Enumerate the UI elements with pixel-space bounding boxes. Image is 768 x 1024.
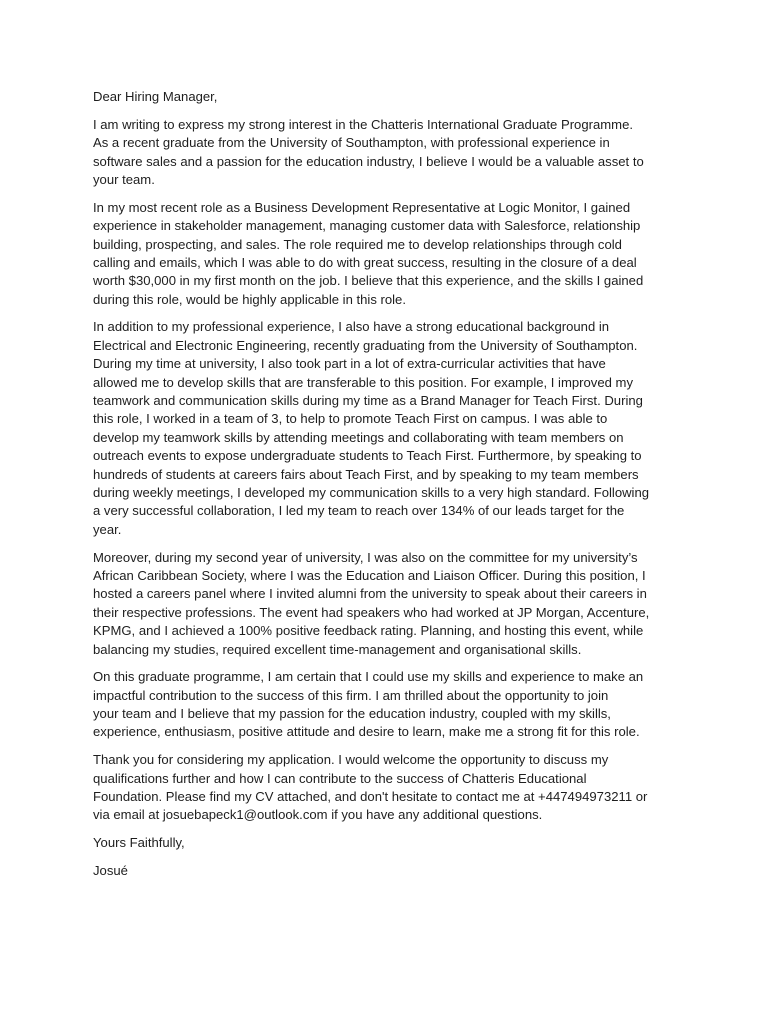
- paragraph-line: during weekly meetings, I developed my communication skills to a very high standard. Following: [93, 484, 650, 500]
- paragraph: [93, 549, 677, 659]
- paragraph-line: teamwork and communication skills during my time as a Brand Manager for Teach First. During: [93, 393, 643, 409]
- paragraph-line: Thank you for considering my application. I would welcome the opportunity to discuss my: [93, 752, 609, 768]
- paragraph-line: building, prospecting, and sales. The role required me to develop relationships through cold: [93, 236, 622, 252]
- paragraph-line: software sales and a passion for the education industry, I believe I would be a valuable asset to: [93, 153, 644, 169]
- paragraph-line: experience, enthusiasm, positive attitude and desire to learn, make me a strong fit for this role.: [93, 724, 640, 740]
- paragraph-line: In my most recent role as a Business Development Representative at Logic Monitor, I gained: [93, 199, 631, 215]
- paragraph-line: their respective professions. The event had speakers who had worked at JP Morgan, Accenture,: [93, 604, 650, 620]
- paragraph-line: calling and emails, which I was able to do with great success, resulting in the closure of a deal: [93, 254, 637, 270]
- closing: Yours Faithfully,: [93, 835, 185, 851]
- paragraph-line: during this role, would be highly applicable in this role.: [93, 291, 406, 307]
- paragraph-line: In addition to my professional experience, I also have a strong educational background in: [93, 319, 610, 335]
- paragraph-line: this role, I worked in a team of 3, to help to promote Teach First on campus. I was able to: [93, 411, 608, 427]
- paragraph-line: African Caribbean Society, where I was the Education and Liaison Officer. During this position, I: [93, 567, 646, 583]
- paragraph-line: year.: [93, 521, 122, 537]
- paragraph-line: During my time at university, I also took part in a lot of extra-curricular activities that have: [93, 356, 606, 372]
- paragraph-line: worth $30,000 in my first month on the job. I believe that this experience, and the skills I gained: [93, 273, 644, 289]
- paragraph-line: your team.: [93, 171, 155, 187]
- paragraph-line: a very successful collaboration, I led my team to reach over 134% of our leads target for the: [93, 503, 625, 519]
- paragraph-line: KPMG, and I achieved a 100% positive feedback rating. Planning, and hosting this event, while: [93, 623, 644, 639]
- paragraph-line: develop my teamwork skills by attending meetings and collaborating with team members on: [93, 429, 624, 445]
- paragraph: [93, 318, 677, 539]
- paragraph-line: hundreds of students at careers fairs about Teach First, and by speaking to my team members: [93, 466, 639, 482]
- paragraph-line: impactful contribution to the success of this firm. I am thrilled about the opportunity to join: [93, 687, 609, 703]
- paragraph-line: Moreover, during my second year of university, I was also on the committee for my university’s: [93, 549, 638, 565]
- paragraph: [93, 116, 677, 190]
- paragraph-line: Electrical and Electronic Engineering, recently graduating from the University of Southampton.: [93, 337, 638, 353]
- paragraph: [93, 668, 677, 742]
- paragraph-line: experience in stakeholder management, managing customer data with Salesforce, relationship: [93, 218, 641, 234]
- signature: Josué: [93, 862, 128, 878]
- paragraph-line: As a recent graduate from the University of Southampton, with professional experience in: [93, 135, 610, 151]
- letter-paragraphs: [93, 116, 677, 834]
- paragraph-line: hosted a careers panel where I invited alumni from the university to speak about their careers in: [93, 586, 647, 602]
- paragraph-line: I am writing to express my strong interest in the Chatteris International Graduate Programme.: [93, 116, 633, 132]
- salutation: Dear Hiring Manager,: [93, 89, 218, 104]
- paragraph: [93, 199, 677, 309]
- paragraph-line: Foundation. Please find my CV attached, and don't hesitate to contact me at +447494973211 or: [93, 789, 648, 805]
- paragraph-line: allowed me to develop skills that are transferable to this position. For example, I improved my: [93, 374, 634, 390]
- paragraph-line: balancing my studies, required excellent time-management and organisational skills.: [93, 641, 582, 657]
- paragraph-line: On this graduate programme, I am certain that I could use my skills and experience to make an: [93, 669, 644, 685]
- paragraph-line: outreach events to expose undergraduate students to Teach First. Furthermore, by speaking to: [93, 448, 642, 464]
- cover-letter-body: [93, 88, 677, 880]
- paragraph-line: qualifications further and how I can contribute to the success of Chatteris Educational: [93, 770, 587, 786]
- paragraph-line: via email at josuebapeck1@outlook.com if you have any additional questions.: [93, 807, 543, 823]
- paragraph-line: your team and I believe that my passion for the education industry, coupled with my skills,: [93, 706, 611, 722]
- paragraph: [93, 751, 677, 825]
